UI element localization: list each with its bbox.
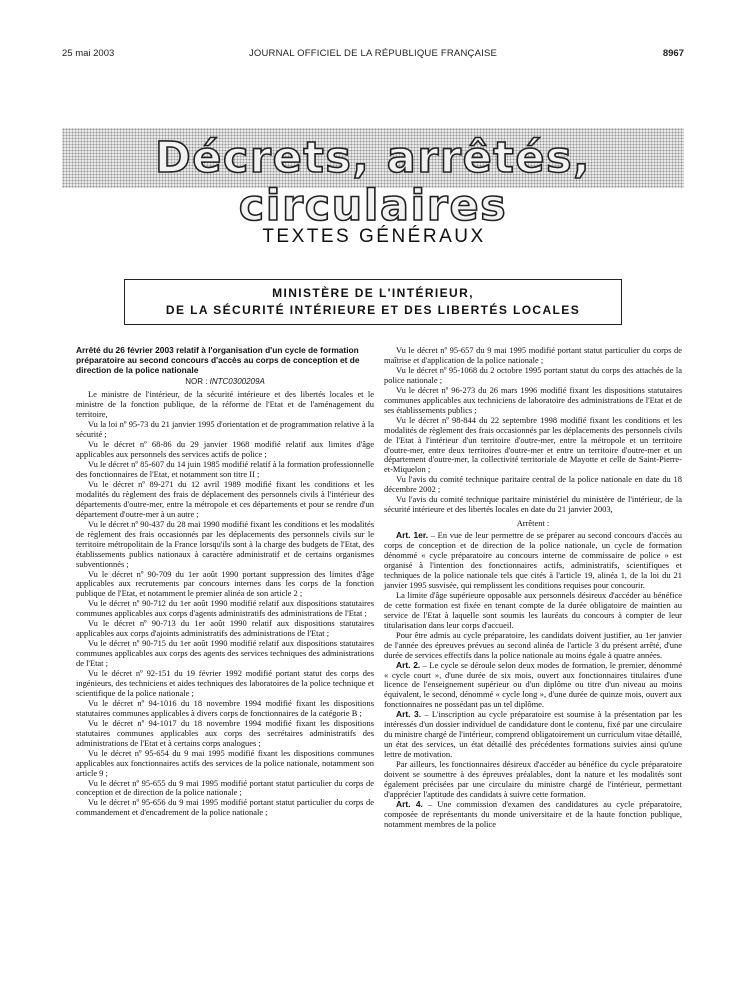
ministry-line-1: MINISTÈRE DE L'INTÉRIEUR, bbox=[272, 286, 474, 300]
nor-code: INTC0300209A bbox=[209, 377, 265, 387]
article-text: Par ailleurs, les fonctionnaires désireux d'accéder au bénéfice du cycle préparatoire doivent se soumettre à des épreuves préalables, dont la nature et les modalités sont également précisées par une circulaire du ministre chargé de l'intérieur, permettant d'apprécier l'aptitude des candidats à suivre cette formation. bbox=[384, 759, 682, 799]
articles-list bbox=[384, 531, 682, 830]
section-title: TEXTES GÉNÉRAUX bbox=[262, 226, 486, 247]
arretent-line: Arrêtent : bbox=[516, 518, 550, 529]
paragraph: Le ministre de l'intérieur, de la sécurité intérieure et des libertés locales et le ministre de la fonction publique, de la réforme de l'Etat et de l'aménagement du territoire, bbox=[76, 389, 374, 420]
ministry-box bbox=[124, 279, 622, 325]
article-label: Art. 3. bbox=[396, 709, 422, 720]
article-text: Pour être admis au cycle préparatoire, les candidats doivent justifier, au 1er janvier de l'année des épreuves prévues au second alinéa de l'article 3 du présent arrêté, d'une durée de services effectifs dans la police nationale au moins égale à quatre années. bbox=[384, 629, 682, 660]
paragraph: Vu le décret nº 95-654 du 9 mai 1995 modifié fixant les dispositions communes applicables aux fonctionnaires actifs des services de la police nationale, notamment son article 9 ; bbox=[76, 747, 374, 778]
paragraph: Vu le décret nº 90-712 du 1er août 1990 modifié relatif aux dispositions statutaires communes applicables aux corps d'agents administratifs des administrations de l'Etat ; bbox=[76, 598, 374, 619]
paragraph: Vu la loi nº 95-73 du 21 janvier 1995 d'orientation et de programmation relative à la sécurité ; bbox=[76, 419, 374, 440]
left-paragraphs bbox=[76, 390, 374, 818]
article-text: – L'inscription au cycle préparatoire est soumise à la présentation par les intéressés d'un dossier individuel de candidature dont le contenu, fixé par une circulaire du ministre chargé de l'intérieur, comprend obligatoirement un curriculum vitae détaillé, un état des services, un état détaillé des précédentes formations suivies ainsi qu'une lettre de motivation. bbox=[384, 709, 682, 760]
right-column bbox=[384, 346, 682, 830]
article-paragraph bbox=[384, 661, 682, 711]
paragraph: Vu le décret nº 94-1017 du 18 novembre 1994 modifié fixant les dispositions statutaires communes applicables aux corps des secrétaires administratifs des administrations de l'Etat et à certains corps analogues ; bbox=[76, 717, 374, 748]
paragraph: Vu le décret nº 96-273 du 26 mars 1996 modifié fixant les dispositions statutaires communes applicables aux techniciens de laboratoire des administrations de l'Etat et de ses établissements publics ; bbox=[384, 384, 682, 415]
ministry-line-2: DE LA SÉCURITÉ INTÉRIEURE ET DES LIBERTÉS LOCALES bbox=[165, 303, 581, 317]
article-text: La limite d'âge supérieure opposable aux personnels désireux d'accéder au bénéfice de cette formation est fixée en tenant compte de la durée obligatoire de maintien au service de l'Etat à laquelle sont soumis les lauréats du concours à compter de leur titularisation dans leur corps d'accueil. bbox=[384, 589, 682, 630]
article-text: – En vue de leur permettre de se préparer au second concours d'accès au corps de conception et de direction de la police nationale, un cycle de formation dénommé « cycle préparatoire au concours interne de commissaire de police » est organisé à l'intention des fonctionnaires actifs, administratifs, scientifiques et techniques de la police nationale tels que cités à l'article 19, alinéa 1, de la loi du 21 janvier 1995 susvisée, qui remplissent les conditions requises pour concourir. bbox=[384, 530, 683, 590]
nor-reference bbox=[76, 377, 374, 387]
paragraph: Vu le décret nº 90-715 du 1er août 1990 modifié relatif aux dispositions statutaires communes applicables aux corps des agents des services techniques des administrations de l'Etat ; bbox=[76, 638, 374, 669]
paragraph: Vu le décret nº 90-437 du 28 mai 1990 modifié fixant les conditions et les modalités de règlement des frais occasionnés par les déplacements des personnels civils sur le territoire métropolitain de la France lorsqu'ils sont à la charge des budgets de l'Etat, des établissements publics nationaux à caractère administratif et de certains organismes subventionnés ; bbox=[76, 518, 374, 569]
article-paragraph bbox=[384, 531, 682, 591]
article-text: – Une commission d'examen des candidatures au cycle préparatoire, composée de représentants du monde universitaire et de la haute fonction publique, notamment membres de la police bbox=[384, 798, 682, 829]
article-paragraph bbox=[384, 800, 682, 830]
right-paragraphs bbox=[384, 346, 682, 515]
paragraph: Vu le décret nº 90-713 du 1er août 1990 relatif aux dispositions statutaires applicables aux corps d'ajoints administratifs des administrations de l'Etat ; bbox=[76, 618, 374, 639]
left-column bbox=[76, 346, 374, 818]
paragraph: Vu l'avis du comité technique paritaire ministériel du ministère de l'intérieur, de la sécurité intérieure et des libertés locales en date du 21 janvier 2003, bbox=[384, 494, 682, 515]
rubric-banner bbox=[62, 128, 684, 231]
paragraph: Vu le décret nº 95-1068 du 2 octobre 1995 portant statut du corps des attachés de la police nationale ; bbox=[384, 364, 682, 385]
article-paragraph bbox=[384, 591, 682, 631]
paragraph: Vu le décret nº 92-151 du 19 février 1992 modifié portant statut des corps des ingénieurs, des techniciens et aides techniques des laboratoires de la police technique et scientifique de la police nationale ; bbox=[76, 668, 374, 698]
rubric-title: Décrets, arrêtés, circulaires bbox=[155, 133, 591, 231]
paragraph: Vu le décret nº 68-86 du 29 janvier 1968 modifié relatif aux limites d'âge applicables aux personnels des services actifs de police ; bbox=[76, 439, 374, 460]
article-paragraph bbox=[384, 710, 682, 760]
article-label: Art. 1er. bbox=[396, 530, 429, 541]
journal-title: JOURNAL OFFICIEL DE LA RÉPUBLIQUE FRANÇAISE bbox=[248, 48, 498, 59]
paragraph: Vu le décret nº 95-655 du 9 mai 1995 modifié portant statut particulier du corps de conception et de direction de la police nationale ; bbox=[76, 777, 374, 798]
article-title: Arrêté du 26 février 2003 relatif à l'organisation d'un cycle de formation préparatoire au second concours d'accès au corps de conception et de direction de la police nationale bbox=[76, 345, 360, 375]
nor-label: NOR : bbox=[185, 377, 210, 387]
paragraph: Vu le décret nº 95-657 du 9 mai 1995 modifié portant statut particulier du corps de maîtrise et d'application de la police nationale ; bbox=[384, 345, 682, 365]
paragraph: Vu le décret nº 85-607 du 14 juin 1985 modifié relatif à la formation professionnelle des fonctionnaires de l'Etat, et notamment son titre II ; bbox=[76, 459, 374, 479]
page-number: 8967 bbox=[662, 48, 684, 59]
article-label: Art. 4. bbox=[396, 798, 423, 809]
paragraph: Vu le décret nº 94-1016 du 18 novembre 1994 modifié fixant les dispositions statutaires communes applicables à divers corps de fonctionnaires de la catégorie B ; bbox=[76, 697, 374, 718]
paragraph: Vu le décret nº 90-709 du 1er août 1990 portant suppression des limites d'âge applicables aux recrutements par concours internes dans les corps de la fonction publique de l'Etat, et notamment le premier alinéa de son article 2 ; bbox=[76, 568, 374, 599]
paragraph: Vu l'avis du comité technique paritaire central de la police nationale en date du 18 décembre 2002 ; bbox=[384, 474, 682, 495]
paragraph: Vu le décret nº 98-844 du 22 septembre 1998 modifié fixant les conditions et les modalités de règlement des frais occasionnés par les déplacements des personnels civils de l'Etat à l'intérieur d'un territoire d'outre-mer, entre la métropole et un territoire d'outre-mer, entre deux territoires d'outre-mer et entre un territoire d'outre-mer et un département d'outre-mer, la collectivité territoriale de Mayotte et celle de Saint-Pierre-et-Miquelon ; bbox=[384, 414, 682, 475]
article-text: – Le cycle se déroule selon deux modes de formation, le premier, dénommé « cycle court », d'une durée de six mois, ouvert aux fonctionnaires titulaires d'une licence de l'enseignement supérieur ou d'un diplôme ou titre d'un niveau au moins équivalent, le second, dénommé « cycle long », d'une durée de quinze mois, ouvert aux fonctionnaires ne possédant pas un tel diplôme. bbox=[384, 659, 682, 710]
page-date: 25 mai 2003 bbox=[62, 48, 115, 59]
paragraph: Vu le décret nº 89-271 du 12 avril 1989 modifié fixant les conditions et les modalités du règlement des frais de déplacement des personnels civils à l'intérieur des départements d'outre-mer, entre la métropole et ces départements et pour se rendre d'un département d'outre-mer à un autre ; bbox=[76, 478, 374, 519]
article-paragraph bbox=[384, 760, 682, 800]
article-paragraph bbox=[384, 631, 682, 661]
paragraph: Vu le décret nº 95-656 du 9 mai 1995 modifié portant statut particulier du corps de commandement et d'encadrement de la police nationale ; bbox=[76, 797, 374, 818]
article-label: Art. 2. bbox=[396, 659, 421, 670]
